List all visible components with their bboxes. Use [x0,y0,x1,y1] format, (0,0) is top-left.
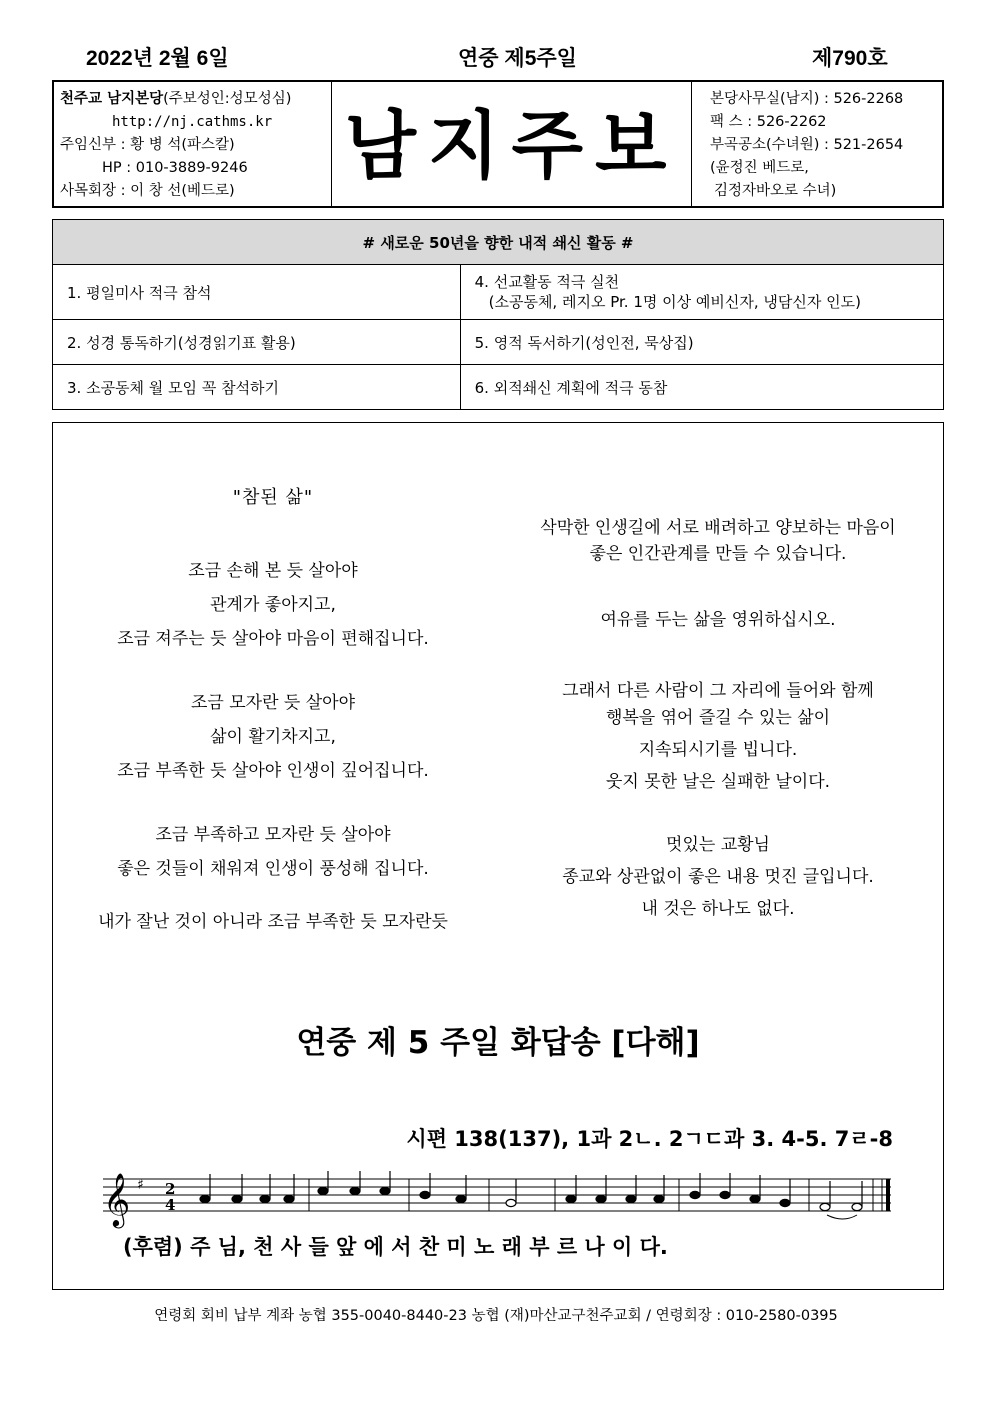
poem-line: 관계가 좋아지고, [210,595,336,615]
station-phone: 부곡공소(수녀원) : 521-2654 [710,137,904,153]
poem-line: 멋있는 교황님 [666,835,770,855]
message-right-column [493,516,943,921]
poem-line: 그래서 다른 사람이 그 자리에 들어와 함께 [562,681,874,701]
goal-5: 5. 영적 독서하기(성인전, 묵상집) [460,320,943,365]
masthead [52,80,944,208]
goal-4 [460,265,943,320]
bulletin-title: 남지주보 [344,103,679,189]
poem-line: 조금 져주는 듯 살아야 마음이 편해집니다. [117,629,429,649]
poem-line: 삶이 활기차지고, [210,727,336,747]
nuns-line-2: 김정자바오로 수녀) [714,183,837,199]
goal-3: 3. 소공동체 월 모임 꼭 참석하기 [53,365,461,410]
renewal-goals-table [52,219,944,410]
sharp-icon: ♯ [137,1177,144,1193]
pastor-phone: HP : 010-3889-9246 [102,160,248,176]
poem-line: 조금 부족하고 모자란 듯 살아야 [155,825,391,845]
poem-line: 내가 잘난 것이 아니라 조금 부족한 듯 모자란듯 [98,912,448,932]
poem-line: 삭막한 인생길에 서로 배려하고 양보하는 마음이 [540,518,896,538]
office-phone: 본당사무실(남지) : 526-2268 [710,91,904,107]
poem-line: 좋은 인간관계를 만들 수 있습니다. [589,544,847,564]
time-signature-top: 2 [165,1180,176,1198]
goal-1: 1. 평일미사 적극 참석 [53,265,461,320]
poem-line: 조금 손해 본 듯 살아야 [188,561,358,581]
council-head: 사목회장 : 이 창 선(베드로) [60,183,235,199]
goal-4-detail: (소공동체, 레지오 Pr. 1명 이상 예비신자, 냉담신자 인도) [488,293,861,311]
goal-6: 6. 외적쇄신 계획에 적극 동참 [460,365,943,410]
goal-2: 2. 성경 통독하기(성경읽기표 활용) [53,320,461,365]
notes [200,1171,862,1211]
poem-line: 종교와 상관없이 좋은 내용 멋진 글입니다. [562,867,874,887]
footer-account-info: 연령회 회비 납부 계좌 농협 355-0040-8440-23 농협 (재)마산교구천주교회 / 연령회장 : 010-2580-0395 [154,1308,838,1324]
poem-line: 웃지 못한 날은 실패한 날이다. [605,772,831,792]
nuns-line-1: (윤정진 베드로, [710,160,809,176]
poem-line: 내 것은 하나도 없다. [641,899,795,919]
issue-date: 2022년 2월 6일 [86,47,229,70]
message-left-column [53,483,493,932]
parish-url[interactable]: http://nj.cathms.kr [112,114,273,130]
psalm-title: 연중 제 5 주일 화답송 [다해] [296,1025,700,1061]
parish-patron: (주보성인:성모성심) [163,91,292,107]
psalm-lyrics: (후렴) 주 님, 천 사 들 앞 에 서 찬 미 노 래 부 르 나 이 다. [123,1235,668,1259]
tie [827,1215,857,1219]
poem-line: 조금 부족한 듯 살아야 인생이 깊어집니다. [117,761,429,781]
psalm-reference: 시편 138(137), 1과 2ㄴ. 2ㄱㄷ과 3. 4-5. 7ㄹ-8 [406,1127,893,1151]
message-title: "참된 삶" [232,487,314,508]
treble-clef-icon: 𝄞 [103,1172,131,1226]
goal-4-title: 4. 선교활동 적극 실천 [474,273,620,291]
poem-line: 행복을 엮어 즐길 수 있는 삶이 [605,708,831,728]
fax-number: 팩 스 : 526-2262 [710,114,827,130]
poem-line: 지속되시기를 빕니다. [638,740,798,760]
parish-name: 천주교 남지본당 [60,91,164,107]
contact-info [692,82,944,206]
goals-heading: # 새로운 50년을 향한 내적 쇄신 활동 # [53,220,944,265]
parish-info [54,82,332,206]
message-box [52,422,944,1290]
masthead-title-box [332,82,692,206]
poem-line: 조금 모자란 듯 살아야 [190,693,355,713]
liturgical-week: 연중 제5주일 [458,47,577,70]
pastor: 주임신부 : 황 병 석(파스칼) [60,137,235,153]
time-signature-bottom: 4 [165,1196,176,1214]
poem-line: 여유를 두는 삶을 영위하십시오. [600,610,836,630]
issue-number: 제790호 [812,47,888,70]
poem-line: 좋은 것들이 채워져 인생이 풍성해 집니다. [117,859,429,879]
music-staff [101,1171,901,1231]
